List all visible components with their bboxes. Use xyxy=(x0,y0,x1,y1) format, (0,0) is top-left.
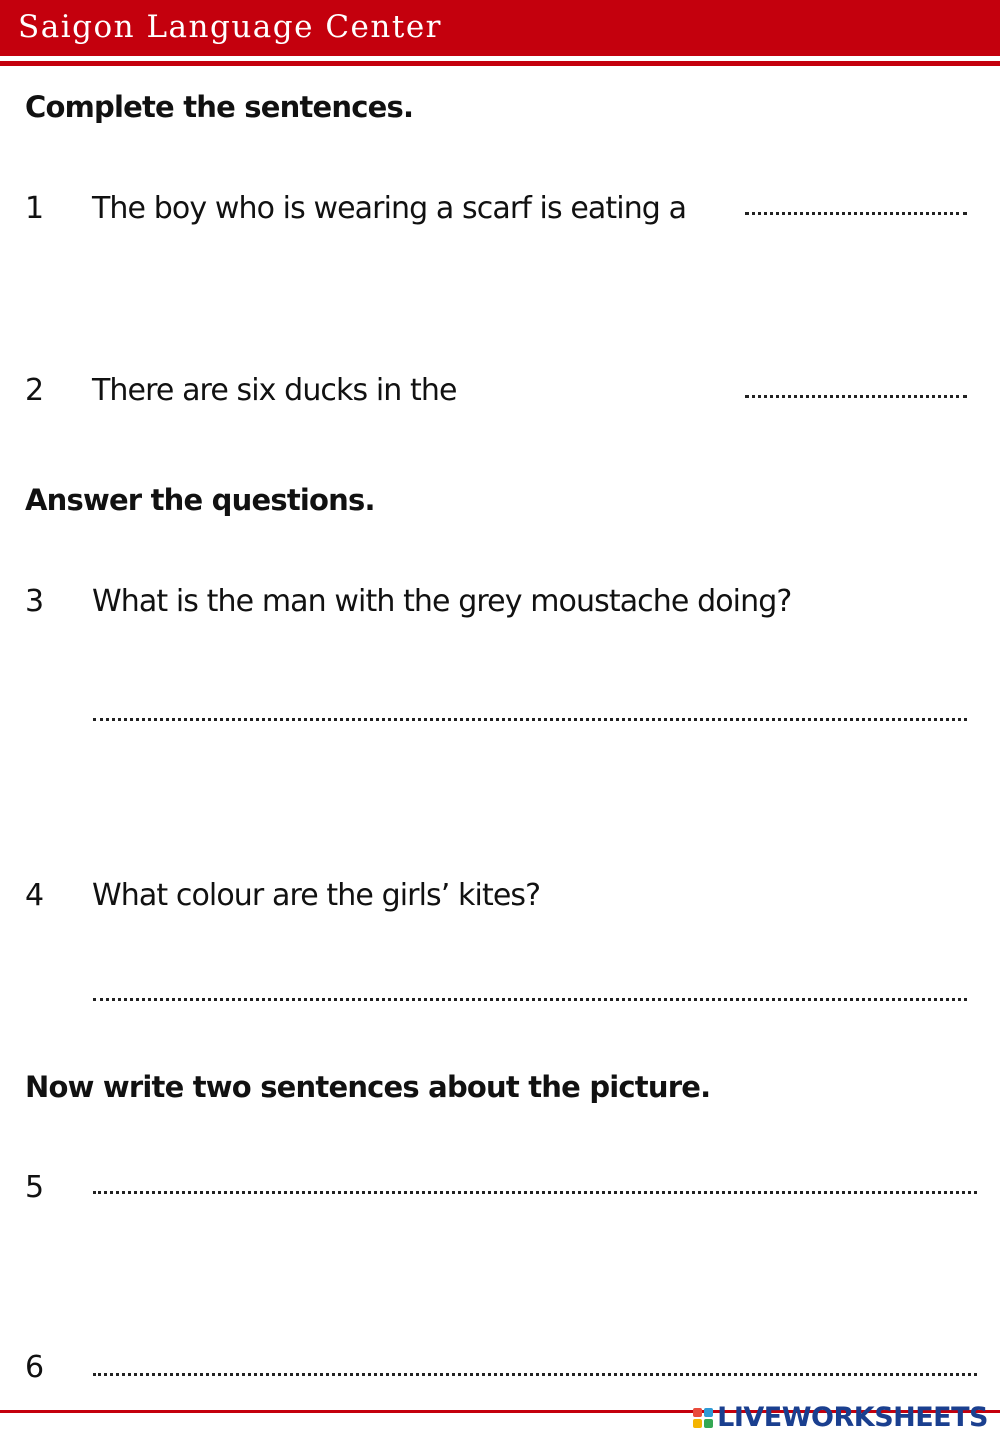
brand-watermark[interactable] xyxy=(693,1404,988,1431)
section-heading-write: Now write two sentences about the picture. xyxy=(25,1070,711,1104)
answer-blank-1[interactable] xyxy=(745,212,967,215)
section-heading-complete: Complete the sentences. xyxy=(25,90,414,124)
section-heading-answer: Answer the questions. xyxy=(25,483,375,517)
answer-blank-2[interactable] xyxy=(745,395,967,398)
logo-tile xyxy=(693,1408,702,1417)
answer-blank-3[interactable] xyxy=(93,718,967,721)
item-number-3: 3 xyxy=(25,584,45,619)
answer-blank-6[interactable] xyxy=(93,1373,977,1376)
page-title: Saigon Language Center xyxy=(18,9,442,45)
logo-tile xyxy=(704,1419,713,1428)
brand-name: LIVEWORKSHEETS xyxy=(717,1402,988,1433)
item-number-1: 1 xyxy=(25,191,45,226)
header-divider xyxy=(0,61,1000,66)
item-text-4: What colour are the girls’ kites? xyxy=(92,878,541,913)
liveworksheets-logo-icon xyxy=(693,1408,713,1428)
item-number-2: 2 xyxy=(25,373,45,408)
answer-blank-5[interactable] xyxy=(93,1191,977,1194)
item-number-5: 5 xyxy=(25,1170,45,1205)
item-number-6: 6 xyxy=(25,1350,45,1385)
item-text-3: What is the man with the grey moustache doing? xyxy=(92,584,792,619)
item-text-2: There are six ducks in the xyxy=(92,373,457,408)
answer-blank-4[interactable] xyxy=(93,998,967,1001)
logo-tile xyxy=(704,1408,713,1417)
logo-tile xyxy=(693,1419,702,1428)
item-text-1: The boy who is wearing a scarf is eating a xyxy=(92,191,687,226)
item-number-4: 4 xyxy=(25,878,45,913)
